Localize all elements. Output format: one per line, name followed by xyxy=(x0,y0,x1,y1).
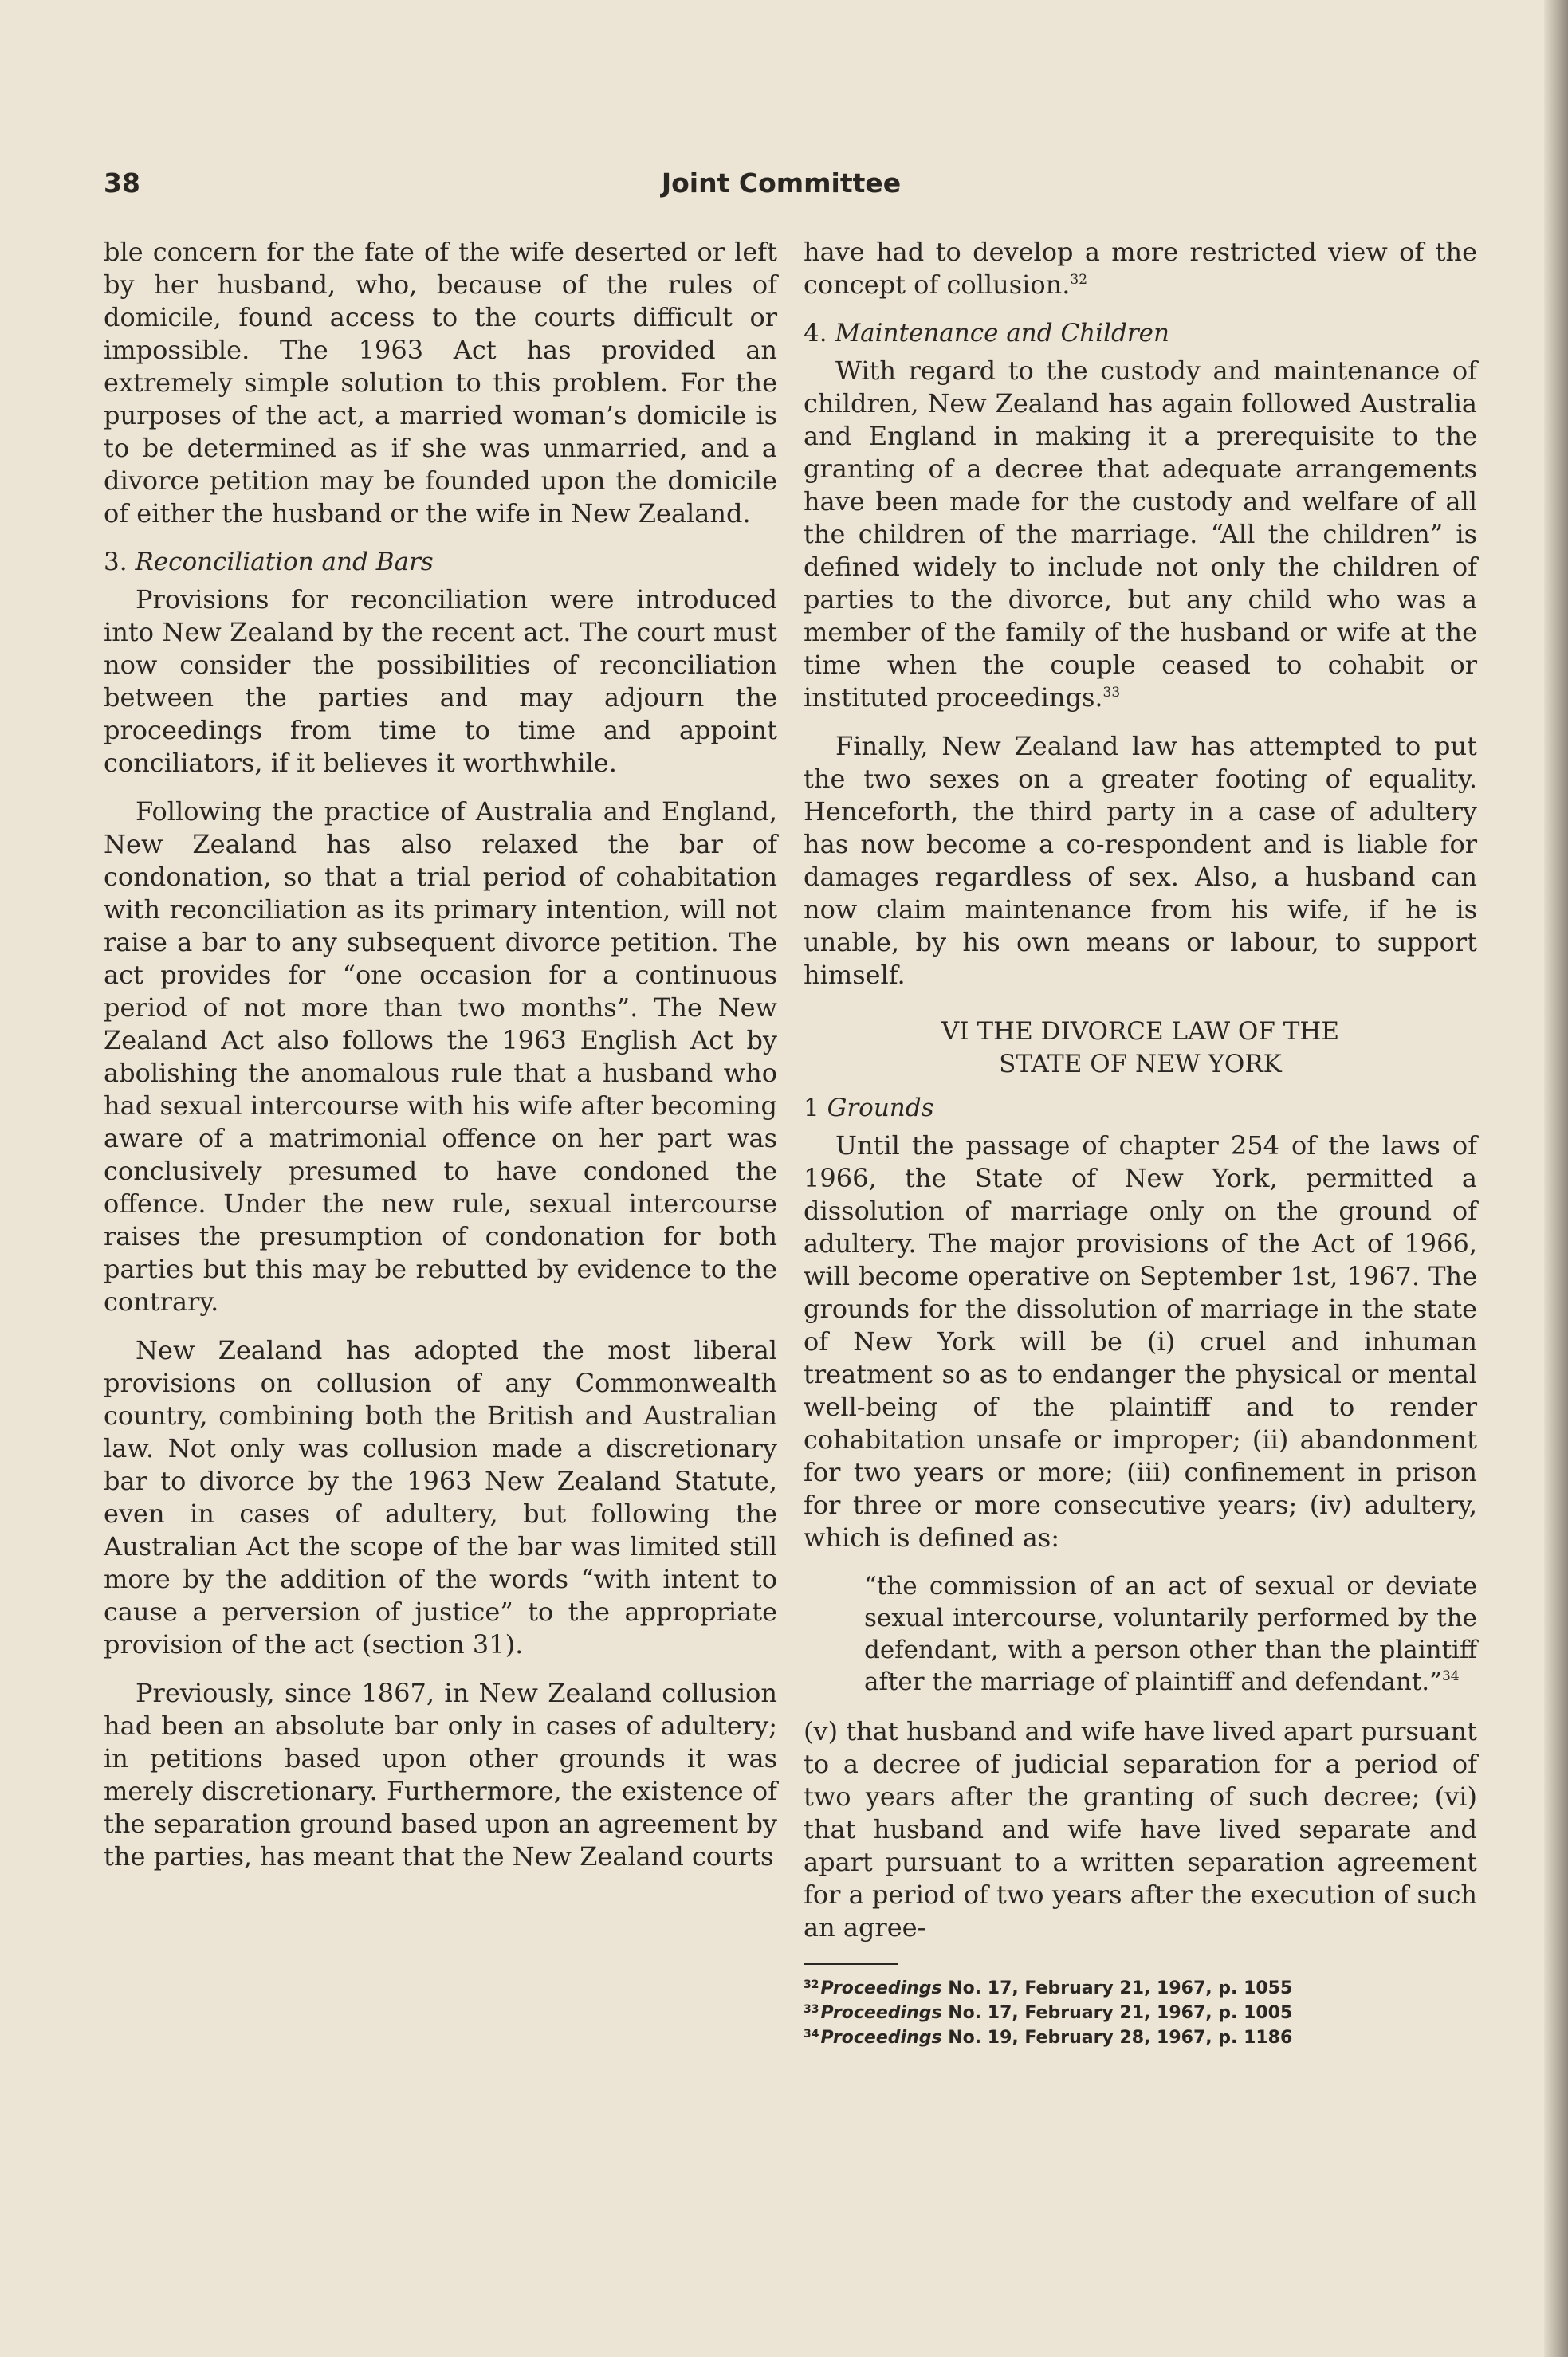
heading-text: Grounds xyxy=(827,1094,934,1122)
footnote-mark: 33 xyxy=(804,2003,819,2016)
paragraph xyxy=(804,355,1477,714)
paragraph: Provisions for reconciliation were introduced into New Zealand by the recent act. The court must now consider the possibilities of reconciliation between the parties and may adjourn the proceedings from time to time and appoint conciliators, if it believes it worthwhile. xyxy=(104,584,777,778)
paragraph: ble concern for the fate of the wife deserted or left by her husband, who, because of the rules of domicile, found access to the courts difficult or impossible. The 1963 Act has provided an extremely simple solution to this problem. For the purposes of the act, a married woman’s domicile is to be determined as if she was unmarried, and a divorce petition may be founded upon the domicile of either the husband or the wife in New Zealand. xyxy=(104,237,777,528)
page-number: 38 xyxy=(104,167,140,198)
page-header xyxy=(104,167,1459,215)
left-column xyxy=(104,236,777,1889)
page-edge xyxy=(1544,0,1568,2357)
heading-text: Maintenance and Children xyxy=(835,319,1169,348)
footnote xyxy=(804,1999,1477,2024)
paragraph: Finally, New Zealand law has attempted to put the two sexes on a greater footing of equality. Henceforth, the third party in a case of adultery has now become a co-respondent and is liable for damages regardless of sex. Also, a husband can now claim maintenance from his wife, if he is unable, by his own means or labour, to support himself. xyxy=(804,731,1477,990)
block-quote xyxy=(864,1570,1477,1698)
paragraph-text: have had to develop a more restricted view of the concept of collusion. xyxy=(804,237,1477,300)
footnote-mark: 34 xyxy=(804,2028,819,2041)
heading-text: Reconciliation and Bars xyxy=(135,548,434,576)
footnote-title: Proceedings xyxy=(820,2028,942,2048)
footnotes xyxy=(804,1974,1477,2049)
footnote-ref: 34 xyxy=(1441,1668,1460,1684)
heading-number: 4. xyxy=(804,319,827,348)
footnote-text: No. 17, February 21, 1967, p. 1055 xyxy=(941,1978,1293,1998)
section-title xyxy=(804,1015,1477,1081)
paragraph: New Zealand has adopted the most liberal provisions on collusion of any Commonwealth country, combining both the British and Australian law. Not only was collusion made a discretionary bar to divorce by the 1963 New Zealand Statute, even in cases of adultery, but following the Australian Act the scope of the bar was limited still more by the addition of the words “with intent to cause a perversion of justice” to the appropriate provision of the act (section 31). xyxy=(104,1335,777,1660)
footnote-ref: 33 xyxy=(1102,685,1121,701)
footnote-rule xyxy=(804,1963,898,1965)
quote-text: “the commission of an act of sexual or deviate sexual intercourse, voluntarily performed by the defendant, with a person other than the plaintiff after the marriage of plaintiff and defendant.” xyxy=(864,1572,1477,1696)
footnote-title: Proceedings xyxy=(820,1978,942,1998)
right-column xyxy=(804,236,1477,2049)
footnote xyxy=(804,2024,1477,2049)
footnote-title: Proceedings xyxy=(820,2003,942,2023)
section-title-line: STATE OF NEW YORK xyxy=(999,1050,1282,1078)
footnote xyxy=(804,1974,1477,1999)
footnote-ref: 32 xyxy=(1070,272,1088,288)
paragraph xyxy=(804,236,1477,301)
running-head: Joint Committee xyxy=(661,167,902,198)
paragraph: Following the practice of Australia and England, New Zealand has also relaxed the bar of condonation, so that a trial period of cohabitation with reconciliation as its primary intention, will not raise a bar to any subsequent divorce petition. The act provides for “one occasion for a continuous period of not more than two months”. The New Zealand Act also follows the 1963 English Act by abolishing the anomalous rule that a husband who had sexual intercourse with his wife after becoming aware of a matrimonial offence on her part was conclusively presumed to have condoned the offence. Under the new rule, sexual intercourse raises the presumption of condonation for both parties but this may be rebutted by evidence to the contrary. xyxy=(104,796,777,1317)
section-heading-4 xyxy=(804,317,1477,350)
heading-number: 1 xyxy=(804,1094,819,1122)
paragraph: (v) that husband and wife have lived apart pursuant to a decree of judicial separation for a period of two years after the granting of such decree; (vi) that husband and wife have lived separate and apart pursuant to a written separation agreement for a period of two years after the execution of such an agree- xyxy=(804,1716,1477,1943)
paragraph: Until the passage of chapter 254 of the laws of 1966, the State of New York, permitted a dissolution of marriage only on the ground of adultery. The major provisions of the Act of 1966, will become operative on September 1st, 1967. The grounds for the dissolution of marriage in the state of New York will be (i) cruel and inhuman treatment so as to endanger the physical or mental well-being of the plaintiff and to render cohabitation unsafe or improper; (ii) abandonment for two years or more; (iii) confinement in prison for three or more consecutive years; (iv) adultery, which is defined as: xyxy=(804,1130,1477,1553)
section-heading-3 xyxy=(104,546,777,579)
section-title-line: VI THE DIVORCE LAW OF THE xyxy=(941,1017,1340,1046)
footnote-text: No. 19, February 28, 1967, p. 1186 xyxy=(941,2028,1293,2048)
section-heading-1 xyxy=(804,1092,1477,1125)
paragraph: Previously, since 1867, in New Zealand collusion had been an absolute bar only in cases of adultery; in petitions based upon other grounds it was merely discretionary. Furthermore, the existence of the separation ground based upon an agreement by the parties, has meant that the New Zealand courts xyxy=(104,1678,777,1872)
heading-number: 3. xyxy=(104,548,128,576)
footnote-mark: 32 xyxy=(804,1978,819,1991)
footnote-text: No. 17, February 21, 1967, p. 1005 xyxy=(941,2003,1293,2023)
paragraph-text: With regard to the custody and maintenance of children, New Zealand has again followed Australia and England in making it a prerequisite to the granting of a decree that adequate arrangements have been made for the custody and welfare of all the children of the marriage. “All the children” is defined widely to include not only the children of parties to the divorce, but any child who was a member of the family of the husband or wife at the time when the couple ceased to cohabit or instituted proceedings. xyxy=(804,356,1477,713)
